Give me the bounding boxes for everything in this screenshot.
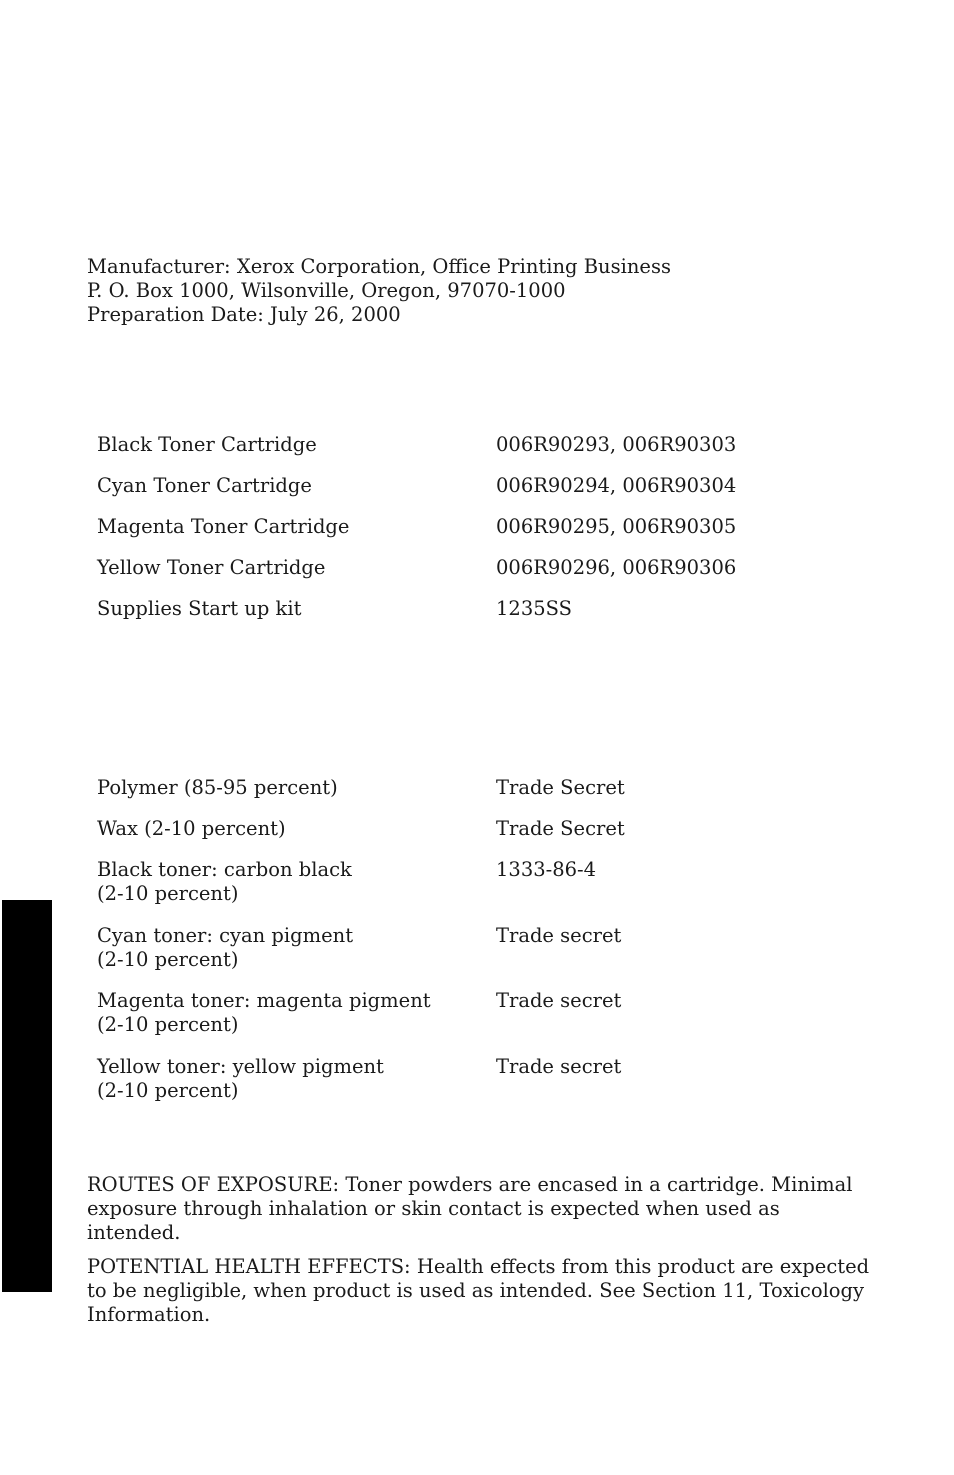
routes-of-exposure-paragraph: ROUTES OF EXPOSURE: Toner powders are encased in a cartridge. Minimal exposure through inhalation or skin contact is expected when used as intended. [87,1173,853,1244]
product-row [97,515,857,556]
ingredient-name [97,776,487,800]
ingredient-name [97,817,487,841]
ingredient-name [97,858,487,906]
ingredient-name [97,1055,487,1103]
ingredient-row [97,776,857,817]
ingredient-name [97,989,487,1037]
product-part-number: 006R90296, 006R90306 [496,556,737,579]
ingredient-name-text: Yellow toner: yellow pigment [97,1054,384,1078]
ingredient-percent: (2-10 percent) [97,1078,239,1102]
product-row [97,556,857,597]
ingredient-row [97,817,857,858]
ingredient-name-text: Wax (2-10 percent) [97,817,286,840]
preparation-date: Preparation Date: July 26, 2000 [87,303,401,326]
product-name: Yellow Toner Cartridge [97,556,326,579]
ingredient-cas: 1333-86-4 [496,858,597,881]
product-name: Magenta Toner Cartridge [97,515,350,538]
manufacturer-block [87,255,887,327]
ingredient-row [97,858,857,924]
ingredient-name-text: Polymer (85-95 percent) [97,776,338,799]
address-line: P. O. Box 1000, Wilsonville, Oregon, 97070-1000 [87,279,566,302]
ingredient-percent: (2-10 percent) [97,1013,239,1036]
product-part-number: 006R90294, 006R90304 [496,474,737,497]
product-name: Black Toner Cartridge [97,433,317,456]
ingredient-percent: (2-10 percent) [97,882,239,905]
ingredient-percent: (2-10 percent) [97,947,239,971]
product-part-number: 006R90293, 006R90303 [496,433,737,456]
product-row [97,433,857,474]
ingredient-cas: Trade secret [496,989,622,1012]
ingredient-name-text: Magenta toner: magenta pigment [97,989,431,1012]
product-part-number: 006R90295, 006R90305 [496,515,737,538]
ingredients-table [97,776,857,1120]
product-part-number: 1235SS [496,597,573,620]
ingredient-cas: Trade secret [496,1054,622,1078]
manufacturer-line: Manufacturer: Xerox Corporation, Office Printing Business [87,255,671,278]
section-side-tab [2,900,52,1292]
ingredient-cas: Trade Secret [496,817,625,840]
ingredient-name-text: Cyan toner: cyan pigment [97,923,354,947]
ingredient-cas: Trade secret [496,923,622,947]
potential-health-effects-paragraph: POTENTIAL HEALTH EFFECTS: Health effects from this product are expected to be negligible, when product is used as intended. See Section 11, Toxicology Information. [87,1255,870,1326]
product-row [97,474,857,515]
product-name: Cyan Toner Cartridge [97,474,312,497]
ingredient-row [97,989,857,1055]
ingredient-row [97,1055,857,1121]
ingredient-name [97,924,487,972]
products-table [97,433,857,638]
ingredient-cas: Trade Secret [496,776,625,799]
ingredient-row [97,924,857,990]
product-row [97,597,857,638]
ingredient-name-text: Black toner: carbon black [97,858,352,881]
product-name: Supplies Start up kit [97,597,302,620]
